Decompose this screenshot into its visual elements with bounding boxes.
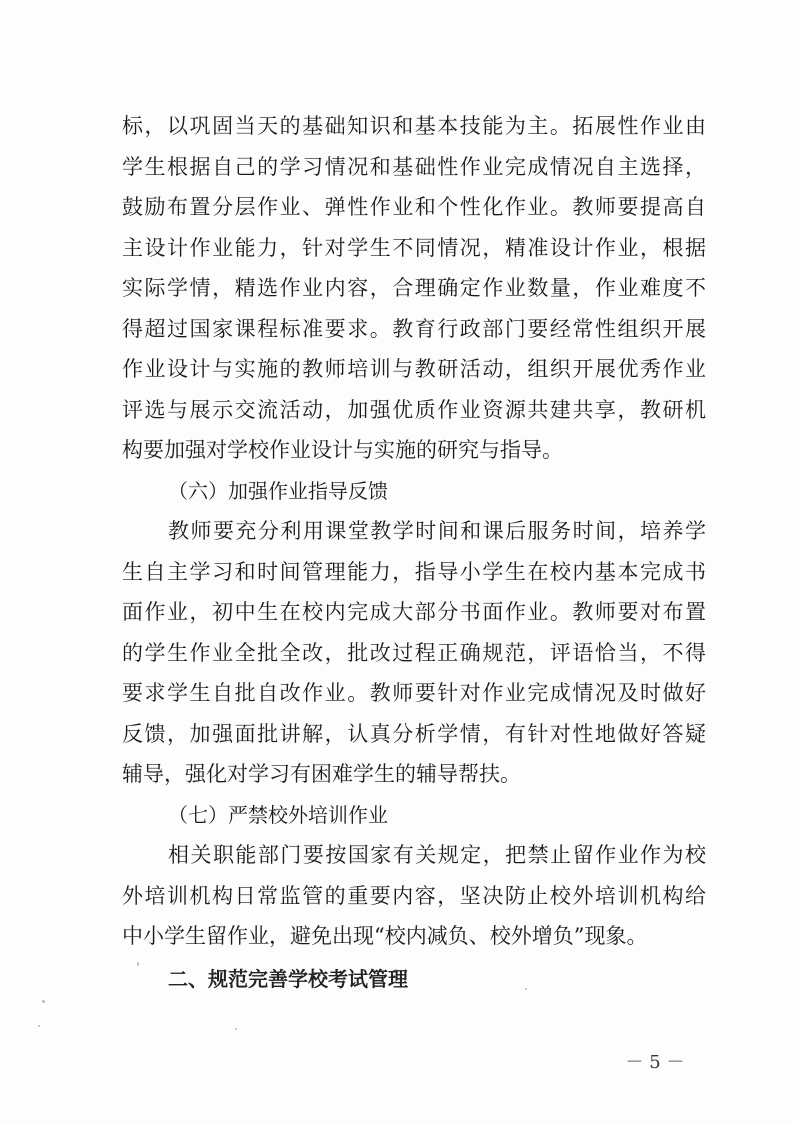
scan-speck <box>137 962 139 966</box>
body-line: 作业设计与实施的教师培训与教研活动，组织开展优秀作业 <box>122 357 706 381</box>
body-line: 得超过国家课程标准要求。教育行政部门要经常性组织开展 <box>122 316 706 341</box>
body-line: 学生根据自己的学习情况和基础性作业完成情况自主选择， <box>122 154 706 179</box>
document-body <box>122 106 706 999</box>
paragraph-first-line: 教师要充分利用课堂教学时间和课后服务时间，培养学 <box>168 519 706 543</box>
body-line: 评选与展示交流活动，加强优质作业资源共建共享，教研机 <box>122 397 706 422</box>
body-line: 面作业，初中生在校内完成大部分书面作业。教师要对布置 <box>122 600 706 624</box>
scan-speck <box>38 1025 40 1027</box>
body-line: 外培训机构日常监管的重要内容，坚决防止校外培训机构给 <box>122 883 706 908</box>
body-line: 生自主学习和时间管理能力，指导小学生在校内基本完成书 <box>122 559 706 584</box>
body-line: 反馈，加强面批讲解，认真分析学情，有针对性地做好答疑 <box>122 721 706 746</box>
section-subheading-6: （六）加强作业指导反馈 <box>168 478 388 503</box>
scan-speck <box>525 988 527 990</box>
body-line: 辅导，强化对学习有困难学生的辅导帮扶。 <box>122 762 521 786</box>
body-line: 的学生作业全批全改，批改过程正确规范，评语恰当，不得 <box>122 640 706 665</box>
scan-speck <box>235 1028 237 1030</box>
body-line: 构要加强对学校作业设计与实施的研究与指导。 <box>122 438 563 462</box>
body-line: 鼓励布置分层作业、弹性作业和个性化作业。教师要提高自 <box>122 195 706 219</box>
body-line: 主设计作业能力，针对学生不同情况，精准设计作业，根据 <box>122 235 706 260</box>
body-line: 实际学情，精选作业内容，合理确定作业数量，作业难度不 <box>122 276 706 300</box>
section-subheading-7: （七）严禁校外培训作业 <box>168 802 388 827</box>
section-heading-2: 二、规范完善学校考试管理 <box>168 966 408 991</box>
body-line: 要求学生自批自改作业。教师要针对作业完成情况及时做好 <box>122 681 706 705</box>
scan-speck <box>42 1000 45 1003</box>
body-line: 中小学生留作业，避免出现“校内减负、校外增负”现象。 <box>122 924 648 948</box>
paragraph-first-line: 相关职能部门要按国家有关规定，把禁止留作业作为校 <box>168 843 706 867</box>
page-number: － 5 － <box>625 1052 685 1073</box>
body-line: 标，以巩固当天的基础知识和基本技能为主。拓展性作业由 <box>122 114 706 138</box>
